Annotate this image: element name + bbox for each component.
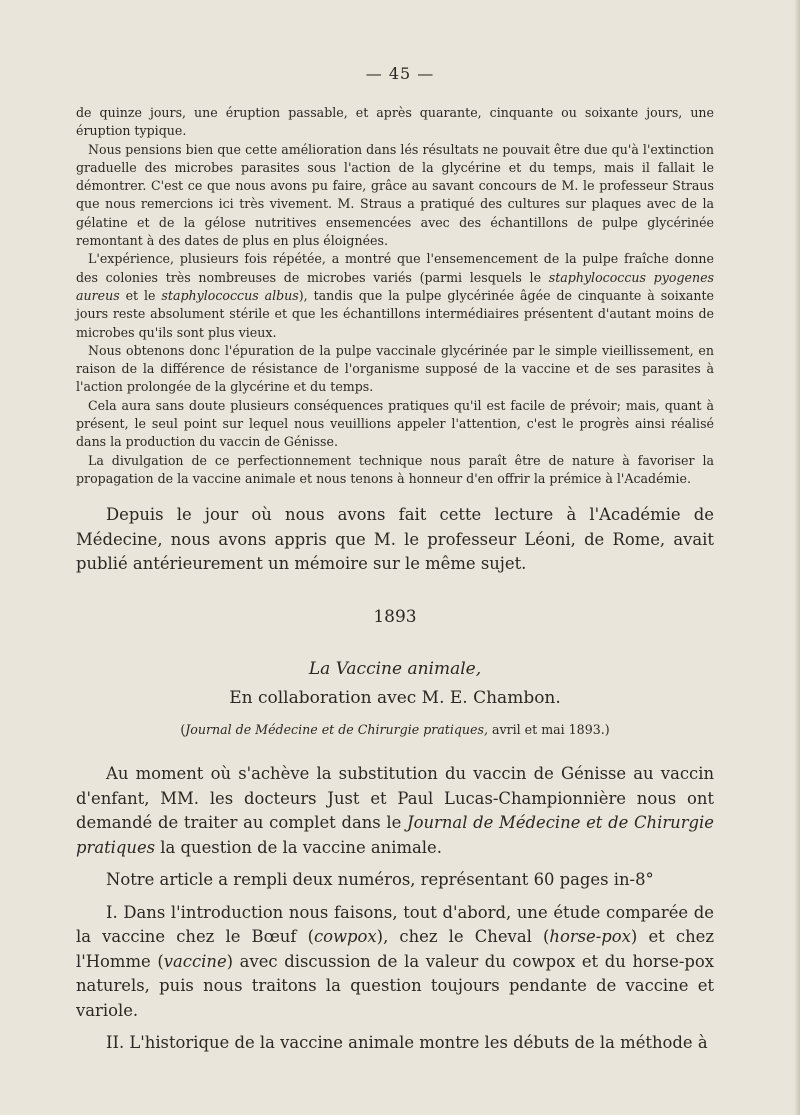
small-print-block bbox=[76, 104, 714, 488]
paren: ) bbox=[604, 722, 610, 737]
text-span: Au moment où s'achève la substitution du vaccin de Génisse au vaccin d'enfant, MM. les docteurs Just et Paul Lucas-Championnière nous ont demandé de traiter au complet dans le bbox=[76, 764, 714, 832]
source-journal: Journal de Médecine et de Chirurgie pratiques, bbox=[185, 722, 488, 737]
species-name: staphylococcus pyogenes aureus bbox=[76, 269, 714, 303]
text-span: ) avec discussion de la valeur du cowpox et du horse-pox naturels, puis nous traitons la question toujours pendante de vaccine et variole. bbox=[76, 951, 714, 1020]
paragraph-divulgation: La divulgation de ce perfectionnement technique nous paraît être de nature à favoriser la propagation de la vaccine animale et nous tenons à honneur d'en offrir la prémice à l'Académie. bbox=[76, 452, 714, 486]
paragraph-epuration: Nous obtenons donc l'épuration de la pulpe vaccinale glycérinée par le simple vieillissement, en raison de la différence de résistance de l'organisme supposé de la vaccine et de ses parasites à l'action prolongée de la glycérine et du temps. bbox=[76, 342, 714, 395]
paragraph-consequences: Cela aura sans doute plusieurs conséquences pratiques qu'il est facile de prévoir; mais, quant à présent, le seul point sur lequel nous veuillions appeler l'attention, c'est le progrès ainsi réalisé dans la production du vaccin de Génisse. bbox=[76, 397, 714, 450]
source-date: avril et mai 1893. bbox=[487, 722, 605, 737]
section-year: 1893 bbox=[373, 607, 417, 627]
body-paragraph-historique: II. L'historique de la vaccine animale montre les débuts de la méthode à bbox=[106, 1033, 708, 1052]
text-span: et le bbox=[119, 287, 162, 303]
page-number: — 45 — bbox=[365, 64, 435, 83]
body-paragraph-introduction bbox=[76, 901, 714, 1024]
text-span: la question de la vaccine animale. bbox=[155, 837, 442, 857]
term: cowpox bbox=[313, 927, 377, 946]
section-collaboration: En collaboration avec M. E. Chambon. bbox=[229, 688, 561, 708]
section-source bbox=[76, 722, 714, 737]
body-block bbox=[76, 762, 714, 1064]
text-span: ), tandis que la pulpe glycérinée âgée de cinquante à soixante jours reste absolument stérile et que les échantillons intermédiaires présentent d'autant moins de microbes qu'ils sont plus vieux. bbox=[76, 287, 715, 340]
body-paragraph-article: Notre article a rempli deux numéros, représentant 60 pages in-8° bbox=[106, 870, 654, 889]
note-block bbox=[76, 503, 714, 585]
species-name: staphylococcus albus bbox=[161, 287, 299, 303]
text-span: ), chez le Cheval ( bbox=[376, 927, 550, 946]
paragraph-eruption: de quinze jours, une éruption passable, et après quarante, cinquante ou soixante jours, une éruption typique. bbox=[76, 105, 714, 139]
text-span: I. Dans l'introduction nous faisons, tout d'abord, une étude comparée de la vaccine chez le Bœuf ( bbox=[76, 902, 714, 946]
note-paragraph: Depuis le jour où nous avons fait cette lecture à l'Académie de Médecine, nous avons appris que M. le professeur Léoni, de Rome, avait publié antérieurement un mémoire sur le même sujet. bbox=[76, 505, 714, 573]
paren: ( bbox=[180, 722, 186, 737]
text-span: L'expérience, plusieurs fois répétée, a montré que l'ensemencement de la pulpe fraîche donne des colonies très nombreuses de microbes variés (parmi lesquels le bbox=[76, 251, 714, 285]
text-span: ) et chez l'Homme ( bbox=[76, 927, 714, 971]
page-edge-shadow bbox=[794, 0, 800, 1115]
body-paragraph-intro bbox=[76, 762, 714, 860]
term: horse-pox bbox=[549, 927, 631, 946]
journal-name: Journal de Médecine et de Chirurgie pratiques bbox=[76, 813, 714, 857]
paragraph-experience bbox=[76, 250, 714, 341]
section-title: La Vaccine animale, bbox=[308, 659, 482, 679]
term: vaccine bbox=[163, 951, 227, 971]
paragraph-straus: Nous pensions bien que cette amélioration dans lés résultats ne pouvait être due qu'à l'extinction graduelle des microbes parasites sous l'action de la glycérine et du temps, mais il fallait le démontrer. C'est ce que nous avons pu faire, grâce au savant concours de M. le professeur Straus que nous remercions ici très vivement. M. Straus a pratiqué des cultures sur plaques avec de la gélatine et de la gélose nutritives ensemencées avec des échantillons de pulpe glycérinée remontant à des dates de plus en plus éloignées. bbox=[76, 141, 714, 249]
